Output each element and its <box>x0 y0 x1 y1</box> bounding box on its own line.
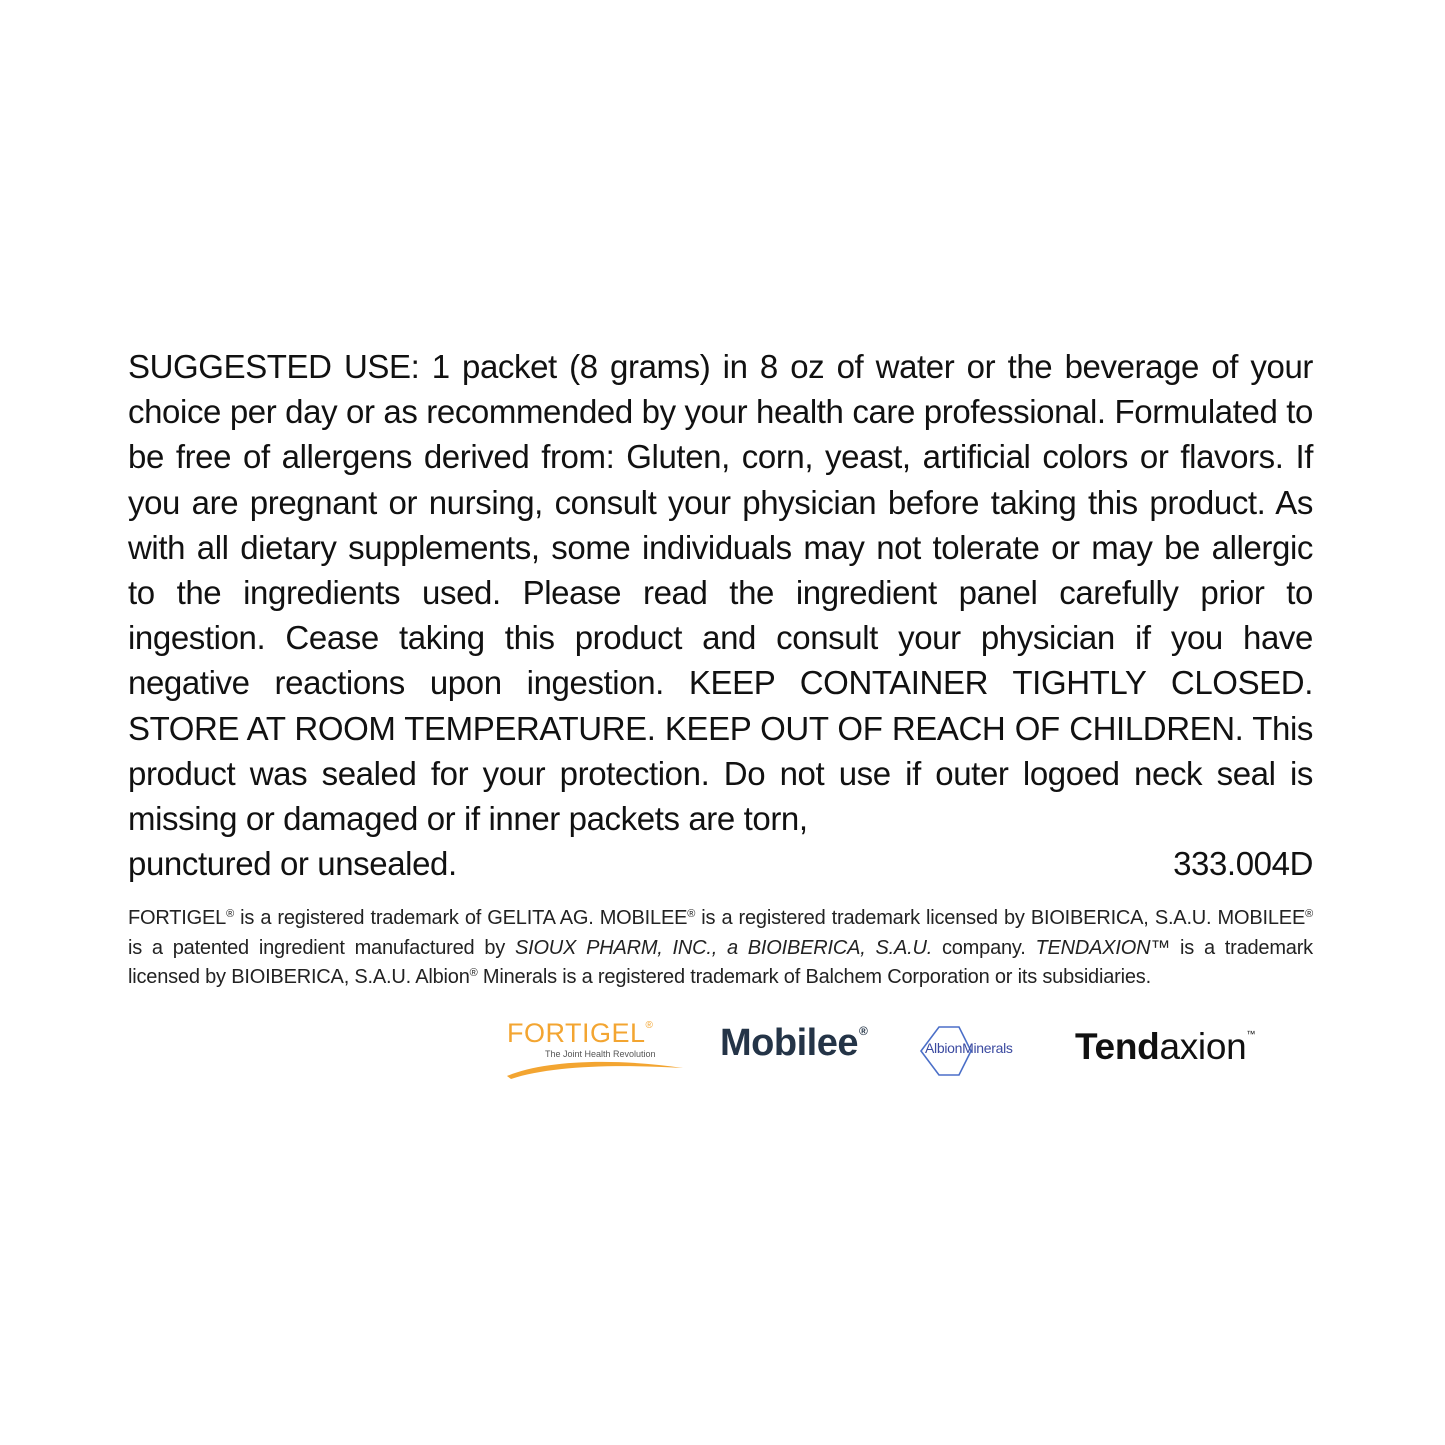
tm-text-2: is a registered trademark licensed by BIOIBERICA, S.A.U. MOBILEE <box>695 907 1306 930</box>
fortigel-wordmark: FORTIGEL® <box>507 1018 654 1048</box>
suggested-use-text: SUGGESTED USE: 1 packet (8 grams) in 8 oz of water or the beverage of your choice per day or as recommended by your health care professional. Formulated to be free of allergens derived from: Gluten, corn, yeast, artificial colors or flavors. If you are pregnant or nursing, consult your physician before taking this product. As with all dietary supplements, some individuals may not tolerate or may be allergic to the ingredients used. Please read the ingredient panel carefully prior to ingestion. Cease taking this product and consult your physician if you have negative reactions upon ingestion. KEEP CONTAINER TIGHTLY CLOSED. STORE AT ROOM TEMPERATURE. KEEP OUT OF REACH OF CHILDREN. This product was sealed for your protection. Do not use if outer logoed neck seal is missing or damaged or if inner packets are torn, <box>128 348 1313 838</box>
product-code: 333.004D <box>1173 845 1313 883</box>
fortigel-swoosh-icon <box>505 1058 687 1080</box>
label-text-block <box>128 344 1313 993</box>
tm-fortigel: FORTIGEL <box>128 907 227 930</box>
tendaxion-wordmark: Tendaxion™ <box>1075 1026 1256 1067</box>
brand-logos <box>505 1018 1305 1084</box>
tm-manufacturer: SIOUX PHARM, INC., a BIOIBERICA, S.A.U. <box>514 936 933 959</box>
albion-wordmark: AlbionMinerals <box>925 1040 1013 1056</box>
mobilee-wordmark: Mobilee® <box>720 1022 868 1064</box>
last-line <box>128 841 1313 886</box>
reg-mark: ® <box>1305 908 1313 921</box>
tm-text-3: is a patented ingredient manufactured by <box>128 936 515 959</box>
reg-mark: ® <box>226 908 234 921</box>
mobilee-logo <box>720 1022 867 1065</box>
tm-text-6: Minerals is a registered trademark of Balchem Corporation or its subsidiaries. <box>477 966 1151 989</box>
fortigel-tagline: The Joint Health Revolution <box>545 1049 656 1059</box>
tendaxion-logo <box>1075 1026 1255 1068</box>
fortigel-logo <box>505 1018 687 1080</box>
tm-tendaxion: TENDAXION™ <box>1035 936 1171 959</box>
tm-text-4: company. <box>932 936 1036 959</box>
albion-minerals-logo <box>917 1025 1047 1077</box>
reg-mark: ® <box>469 967 478 980</box>
tm-text-1: is a registered trademark of GELITA AG. MOBILEE <box>233 907 688 930</box>
last-line-text: punctured or unsealed. <box>128 845 457 883</box>
reg-mark: ® <box>687 908 696 921</box>
tm-text-5: is a trademark licensed by BIOIBERICA, S.A.U. Albion <box>128 936 1313 989</box>
trademark-notice <box>128 904 1313 993</box>
